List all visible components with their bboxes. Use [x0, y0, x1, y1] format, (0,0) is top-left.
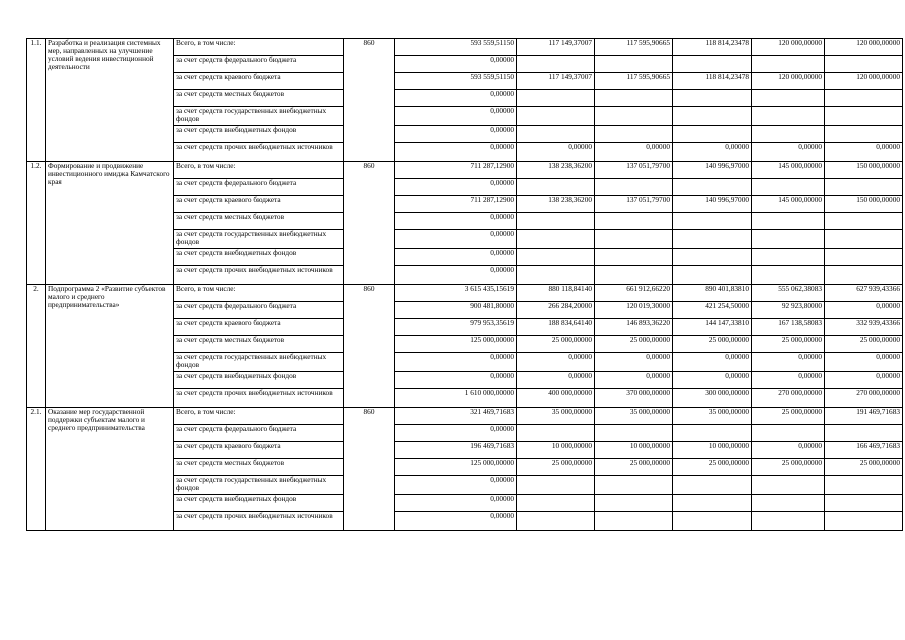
- year-amount: 627 939,43366: [825, 285, 903, 302]
- budget-code: 860: [344, 39, 395, 162]
- funding-source: за счет средств федерального бюджета: [174, 56, 344, 73]
- year-amount: 150 000,00000: [825, 196, 903, 213]
- year-amount: [673, 107, 752, 126]
- year-amount: [673, 90, 752, 107]
- year-amount: 0,00000: [517, 353, 595, 372]
- item-name: Подпрограмма 2 «Развитие субъектов малого и среднего предпринимательства»: [46, 285, 174, 408]
- year-amount: [825, 425, 903, 442]
- year-amount: [595, 126, 673, 143]
- total-amount: 593 559,51150: [395, 73, 517, 90]
- year-amount: 25 000,00000: [673, 459, 752, 476]
- funding-source: за счет средств местных бюджетов: [174, 336, 344, 353]
- year-amount: 25 000,00000: [595, 336, 673, 353]
- year-amount: 166 469,71683: [825, 442, 903, 459]
- year-amount: [595, 230, 673, 249]
- year-amount: 25 000,00000: [673, 336, 752, 353]
- year-amount: 25 000,00000: [825, 459, 903, 476]
- year-amount: 0,00000: [673, 353, 752, 372]
- total-amount: 0,00000: [395, 230, 517, 249]
- total-amount: 593 559,51150: [395, 39, 517, 56]
- year-amount: [825, 495, 903, 512]
- year-amount: 145 000,00000: [752, 162, 825, 179]
- total-amount: 125 000,00000: [395, 336, 517, 353]
- total-amount: 196 469,71683: [395, 442, 517, 459]
- funding-source: за счет средств внебюджетных фондов: [174, 126, 344, 143]
- total-amount: 0,00000: [395, 213, 517, 230]
- year-amount: [517, 90, 595, 107]
- year-amount: [752, 495, 825, 512]
- year-amount: 0,00000: [673, 372, 752, 389]
- year-amount: 120 000,00000: [752, 39, 825, 56]
- year-amount: 0,00000: [752, 143, 825, 162]
- total-amount: 0,00000: [395, 476, 517, 495]
- year-amount: 555 062,38083: [752, 285, 825, 302]
- total-amount: 321 469,71683: [395, 408, 517, 425]
- year-amount: 10 000,00000: [517, 442, 595, 459]
- year-amount: 137 051,79700: [595, 162, 673, 179]
- year-amount: 138 238,36200: [517, 162, 595, 179]
- total-amount: 0,00000: [395, 56, 517, 73]
- funding-source: за счет средств государственных внебюджетных фондов: [174, 230, 344, 249]
- year-amount: 188 834,64140: [517, 319, 595, 336]
- year-amount: [517, 512, 595, 531]
- year-amount: [825, 230, 903, 249]
- total-amount: 711 287,12900: [395, 162, 517, 179]
- year-amount: 35 000,00000: [595, 408, 673, 425]
- year-amount: [673, 249, 752, 266]
- total-amount: 900 481,80000: [395, 302, 517, 319]
- funding-source: за счет средств федерального бюджета: [174, 302, 344, 319]
- year-amount: 880 118,84140: [517, 285, 595, 302]
- year-amount: 661 912,66220: [595, 285, 673, 302]
- item-number: 2.1.: [27, 408, 46, 531]
- year-amount: 400 000,00000: [517, 389, 595, 408]
- year-amount: 150 000,00000: [825, 162, 903, 179]
- year-amount: [517, 476, 595, 495]
- year-amount: 140 996,97000: [673, 196, 752, 213]
- year-amount: 0,00000: [673, 143, 752, 162]
- year-amount: 92 923,80000: [752, 302, 825, 319]
- total-amount: 3 615 435,15619: [395, 285, 517, 302]
- year-amount: 332 939,43366: [825, 319, 903, 336]
- table-row: [27, 39, 903, 56]
- year-amount: [517, 249, 595, 266]
- year-amount: 25 000,00000: [752, 459, 825, 476]
- budget-code: 860: [344, 408, 395, 531]
- year-amount: [595, 266, 673, 285]
- year-amount: 120 000,00000: [825, 73, 903, 90]
- funding-source: за счет средств местных бюджетов: [174, 213, 344, 230]
- total-amount: 979 953,35619: [395, 319, 517, 336]
- year-amount: 117 595,90665: [595, 73, 673, 90]
- year-amount: 120 019,30000: [595, 302, 673, 319]
- year-amount: [595, 495, 673, 512]
- year-amount: [517, 495, 595, 512]
- total-amount: 0,00000: [395, 372, 517, 389]
- year-amount: [752, 230, 825, 249]
- funding-source: за счет средств прочих внебюджетных источников: [174, 512, 344, 531]
- funding-source: Всего, в том числе:: [174, 162, 344, 179]
- year-amount: [595, 213, 673, 230]
- year-amount: 25 000,00000: [752, 336, 825, 353]
- year-amount: [595, 249, 673, 266]
- funding-source: за счет средств местных бюджетов: [174, 90, 344, 107]
- funding-source: за счет средств государственных внебюджетных фондов: [174, 353, 344, 372]
- year-amount: 191 469,71683: [825, 408, 903, 425]
- year-amount: [752, 213, 825, 230]
- funding-source: за счет средств внебюджетных фондов: [174, 495, 344, 512]
- year-amount: [595, 107, 673, 126]
- year-amount: 117 149,37007: [517, 73, 595, 90]
- year-amount: [595, 425, 673, 442]
- year-amount: [517, 230, 595, 249]
- total-amount: 0,00000: [395, 249, 517, 266]
- year-amount: [752, 512, 825, 531]
- year-amount: 0,00000: [825, 143, 903, 162]
- year-amount: [673, 126, 752, 143]
- year-amount: 137 051,79700: [595, 196, 673, 213]
- document-page: [26, 38, 903, 531]
- year-amount: 890 401,83810: [673, 285, 752, 302]
- funding-source: за счет средств прочих внебюджетных источников: [174, 389, 344, 408]
- year-amount: [825, 56, 903, 73]
- year-amount: 167 138,58083: [752, 319, 825, 336]
- year-amount: 0,00000: [595, 143, 673, 162]
- funding-source: за счет средств краевого бюджета: [174, 319, 344, 336]
- year-amount: [752, 266, 825, 285]
- year-amount: 0,00000: [752, 442, 825, 459]
- year-amount: 300 000,00000: [673, 389, 752, 408]
- year-amount: [825, 126, 903, 143]
- year-amount: 266 284,20000: [517, 302, 595, 319]
- year-amount: 0,00000: [595, 353, 673, 372]
- year-amount: 0,00000: [517, 372, 595, 389]
- funding-source: за счет средств федерального бюджета: [174, 425, 344, 442]
- year-amount: [517, 425, 595, 442]
- year-amount: [825, 90, 903, 107]
- item-name: Оказание мер государственной поддержки субъектам малого и среднего предпринимательства: [46, 408, 174, 531]
- year-amount: [673, 512, 752, 531]
- year-amount: [595, 476, 673, 495]
- total-amount: 125 000,00000: [395, 459, 517, 476]
- year-amount: [752, 425, 825, 442]
- funding-source: за счет средств прочих внебюджетных источников: [174, 266, 344, 285]
- funding-source: за счет средств государственных внебюджетных фондов: [174, 476, 344, 495]
- year-amount: [673, 495, 752, 512]
- table-row: [27, 408, 903, 425]
- total-amount: 0,00000: [395, 179, 517, 196]
- year-amount: [595, 90, 673, 107]
- table-row: [27, 162, 903, 179]
- budget-code: 860: [344, 162, 395, 285]
- year-amount: 25 000,00000: [517, 459, 595, 476]
- table-row: [27, 285, 903, 302]
- total-amount: 1 610 000,00000: [395, 389, 517, 408]
- year-amount: [517, 179, 595, 196]
- funding-source: за счет средств прочих внебюджетных источников: [174, 143, 344, 162]
- year-amount: 146 893,36220: [595, 319, 673, 336]
- year-amount: 120 000,00000: [825, 39, 903, 56]
- year-amount: 145 000,00000: [752, 196, 825, 213]
- year-amount: 144 147,33810: [673, 319, 752, 336]
- year-amount: 0,00000: [752, 353, 825, 372]
- total-amount: 0,00000: [395, 512, 517, 531]
- funding-source: Всего, в том числе:: [174, 285, 344, 302]
- year-amount: 25 000,00000: [752, 408, 825, 425]
- total-amount: 0,00000: [395, 90, 517, 107]
- year-amount: [595, 56, 673, 73]
- item-number: 1.2.: [27, 162, 46, 285]
- funding-source: за счет средств краевого бюджета: [174, 442, 344, 459]
- year-amount: [673, 230, 752, 249]
- year-amount: [673, 266, 752, 285]
- year-amount: 270 000,00000: [752, 389, 825, 408]
- year-amount: 118 814,23478: [673, 39, 752, 56]
- year-amount: 25 000,00000: [825, 336, 903, 353]
- year-amount: 270 000,00000: [825, 389, 903, 408]
- year-amount: 117 595,90665: [595, 39, 673, 56]
- funding-source: за счет средств краевого бюджета: [174, 73, 344, 90]
- funding-source: за счет средств государственных внебюджетных фондов: [174, 107, 344, 126]
- year-amount: [752, 90, 825, 107]
- item-number: 1.1.: [27, 39, 46, 162]
- year-amount: 118 814,23478: [673, 73, 752, 90]
- year-amount: 0,00000: [517, 143, 595, 162]
- funding-source: Всего, в том числе:: [174, 39, 344, 56]
- total-amount: 0,00000: [395, 495, 517, 512]
- year-amount: [517, 213, 595, 230]
- total-amount: 0,00000: [395, 126, 517, 143]
- year-amount: 10 000,00000: [595, 442, 673, 459]
- funding-source: за счет средств внебюджетных фондов: [174, 372, 344, 389]
- budget-table: [26, 38, 903, 531]
- year-amount: 35 000,00000: [517, 408, 595, 425]
- total-amount: 0,00000: [395, 353, 517, 372]
- total-amount: 711 287,12900: [395, 196, 517, 213]
- year-amount: [825, 107, 903, 126]
- year-amount: [825, 266, 903, 285]
- funding-source: за счет средств федерального бюджета: [174, 179, 344, 196]
- year-amount: 140 996,97000: [673, 162, 752, 179]
- funding-source: Всего, в том числе:: [174, 408, 344, 425]
- item-name: Разработка и реализация системных мер, направленных на улучшение условий ведения инвестиционной деятельности: [46, 39, 174, 162]
- year-amount: 10 000,00000: [673, 442, 752, 459]
- year-amount: [752, 56, 825, 73]
- year-amount: [752, 126, 825, 143]
- budget-code: 860: [344, 285, 395, 408]
- year-amount: [673, 476, 752, 495]
- year-amount: 117 149,37007: [517, 39, 595, 56]
- total-amount: 0,00000: [395, 425, 517, 442]
- year-amount: 35 000,00000: [673, 408, 752, 425]
- year-amount: [825, 179, 903, 196]
- year-amount: [825, 476, 903, 495]
- year-amount: [673, 425, 752, 442]
- funding-source: за счет средств местных бюджетов: [174, 459, 344, 476]
- year-amount: 120 000,00000: [752, 73, 825, 90]
- year-amount: [517, 266, 595, 285]
- budget-table-body: [27, 39, 903, 531]
- funding-source: за счет средств краевого бюджета: [174, 196, 344, 213]
- funding-source: за счет средств внебюджетных фондов: [174, 249, 344, 266]
- year-amount: [673, 56, 752, 73]
- year-amount: 370 000,00000: [595, 389, 673, 408]
- year-amount: [752, 179, 825, 196]
- year-amount: [517, 107, 595, 126]
- year-amount: 138 238,36200: [517, 196, 595, 213]
- total-amount: 0,00000: [395, 266, 517, 285]
- year-amount: [595, 512, 673, 531]
- item-name: Формирование и продвижение инвестиционного имиджа Камчатского края: [46, 162, 174, 285]
- year-amount: [752, 476, 825, 495]
- year-amount: [752, 249, 825, 266]
- year-amount: 25 000,00000: [595, 459, 673, 476]
- year-amount: 0,00000: [825, 302, 903, 319]
- year-amount: [517, 56, 595, 73]
- year-amount: [595, 179, 673, 196]
- year-amount: 25 000,00000: [517, 336, 595, 353]
- year-amount: [752, 107, 825, 126]
- year-amount: [825, 249, 903, 266]
- year-amount: [673, 213, 752, 230]
- year-amount: 0,00000: [825, 372, 903, 389]
- year-amount: [825, 213, 903, 230]
- total-amount: 0,00000: [395, 107, 517, 126]
- year-amount: 421 254,50000: [673, 302, 752, 319]
- year-amount: 0,00000: [825, 353, 903, 372]
- item-number: 2.: [27, 285, 46, 408]
- year-amount: [673, 179, 752, 196]
- year-amount: 0,00000: [752, 372, 825, 389]
- year-amount: [825, 512, 903, 531]
- total-amount: 0,00000: [395, 143, 517, 162]
- year-amount: [517, 126, 595, 143]
- year-amount: 0,00000: [595, 372, 673, 389]
